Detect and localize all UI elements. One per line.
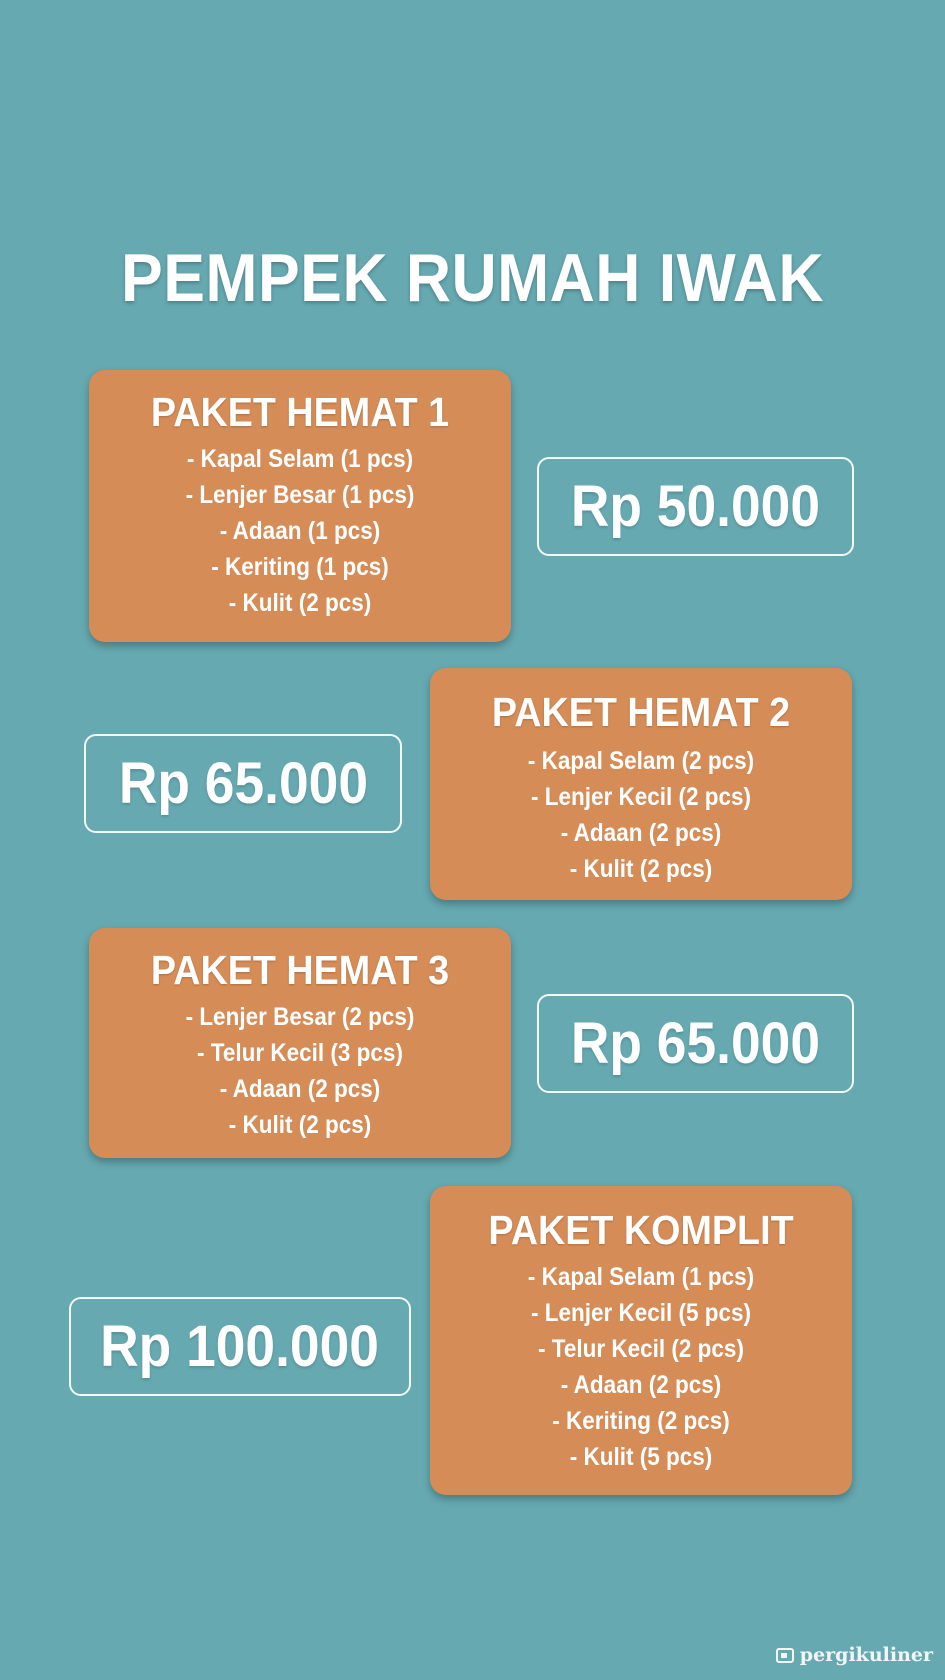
package-item: - Telur Kecil (3 pcs) — [197, 1039, 403, 1067]
price-label: Rp 100.000 — [100, 1314, 380, 1379]
package-card-hemat-1 — [89, 370, 511, 642]
package-item-list — [430, 1259, 852, 1475]
watermark-label: pergikuliner — [799, 1644, 933, 1666]
page-title: PEMPEK RUMAH IWAK — [121, 240, 824, 316]
package-item: - Adaan (2 pcs) — [219, 1075, 381, 1103]
watermark — [776, 1644, 933, 1666]
package-item: - Kulit (2 pcs) — [228, 589, 372, 617]
package-item-list — [89, 999, 511, 1143]
package-item: - Adaan (2 pcs) — [560, 819, 722, 847]
package-item: - Kapal Selam (2 pcs) — [527, 747, 755, 775]
package-item: - Kulit (5 pcs) — [569, 1443, 713, 1471]
package-item: - Keriting (2 pcs) — [552, 1407, 730, 1435]
package-item: - Adaan (1 pcs) — [219, 517, 381, 545]
price-box-hemat-1 — [537, 457, 854, 556]
package-item: - Kulit (2 pcs) — [228, 1111, 372, 1139]
package-item: - Keriting (1 pcs) — [211, 553, 389, 581]
package-item: - Kapal Selam (1 pcs) — [186, 445, 414, 473]
price-box-komplit — [69, 1297, 411, 1396]
package-card-hemat-3 — [89, 928, 511, 1158]
package-item: - Lenjer Besar (2 pcs) — [185, 1003, 415, 1031]
package-item: - Telur Kecil (2 pcs) — [538, 1335, 744, 1363]
package-item: - Adaan (2 pcs) — [560, 1371, 722, 1399]
package-item: - Lenjer Kecil (5 pcs) — [530, 1299, 752, 1327]
pergikuliner-logo-icon — [776, 1648, 794, 1663]
price-label: Rp 65.000 — [570, 1011, 821, 1076]
package-item: - Kapal Selam (1 pcs) — [527, 1263, 755, 1291]
package-item-list — [89, 441, 511, 621]
package-card-hemat-2 — [430, 668, 852, 900]
package-item: - Lenjer Besar (1 pcs) — [185, 481, 415, 509]
package-title: PAKET KOMPLIT — [488, 1207, 794, 1253]
price-box-hemat-3 — [537, 994, 854, 1093]
package-item-list — [430, 743, 852, 887]
price-box-hemat-2 — [84, 734, 402, 833]
package-title: PAKET HEMAT 1 — [150, 389, 450, 435]
package-title: PAKET HEMAT 2 — [491, 689, 791, 735]
package-title: PAKET HEMAT 3 — [150, 947, 450, 993]
price-label: Rp 65.000 — [118, 751, 368, 816]
package-item: - Lenjer Kecil (2 pcs) — [530, 783, 752, 811]
price-label: Rp 50.000 — [570, 474, 821, 539]
package-item: - Kulit (2 pcs) — [569, 855, 713, 883]
package-card-komplit — [430, 1186, 852, 1495]
